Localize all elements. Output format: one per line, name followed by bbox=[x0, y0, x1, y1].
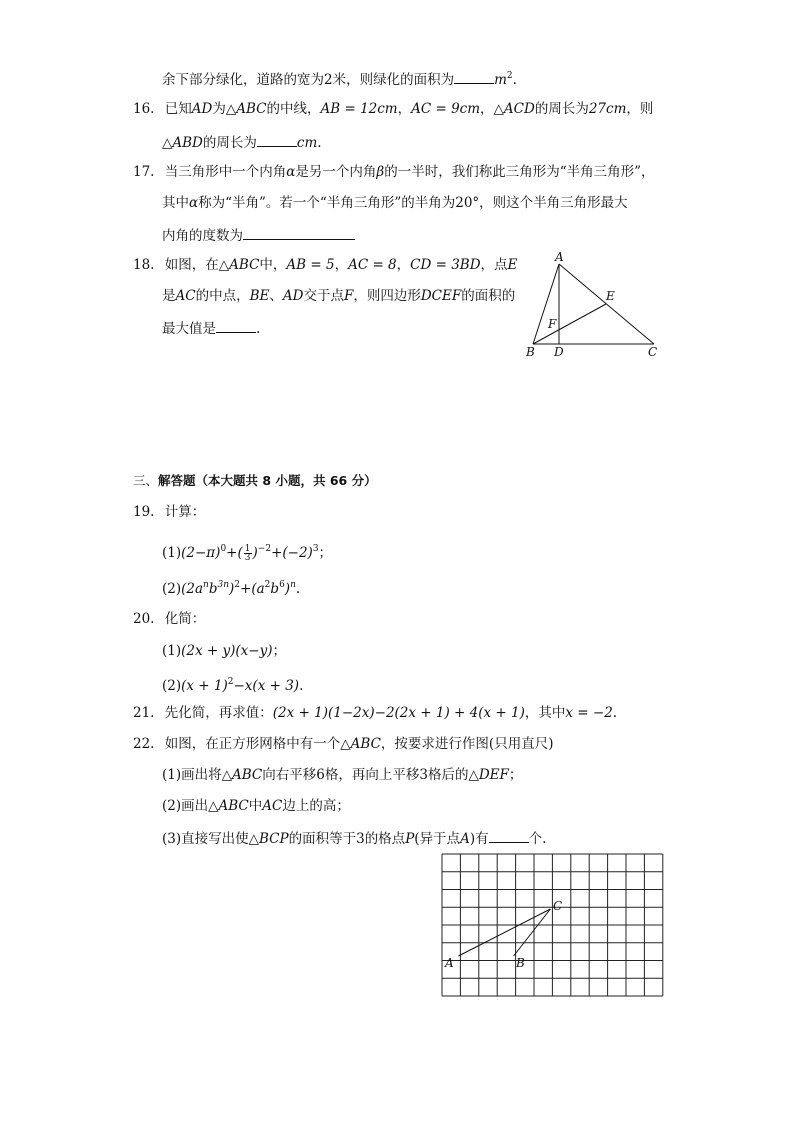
q18-ad: AD bbox=[282, 288, 304, 304]
q18-side-ac bbox=[559, 264, 654, 344]
q18-label-f: F bbox=[548, 317, 557, 331]
q19-fraction bbox=[244, 545, 252, 562]
q15-end: . bbox=[512, 72, 517, 88]
q22-s1-a: (1)画出将 bbox=[162, 767, 222, 783]
q21-text: 先化简，再求值： bbox=[164, 705, 273, 721]
q18-text-3: 最大值是 bbox=[162, 321, 216, 337]
q17-text-2b: 称为“半角”。若一个“半角三角形”的半角为 bbox=[198, 195, 456, 211]
q19-p2-a-close: ) bbox=[229, 581, 235, 597]
q18-line-1 bbox=[133, 256, 517, 274]
q18-cd: CD = 3BD bbox=[410, 257, 481, 273]
q19-line-title bbox=[133, 503, 205, 521]
q19-p1-b-close: ) bbox=[252, 545, 258, 561]
q19-p2-b-b: b bbox=[270, 581, 280, 597]
q19-p1-plus2: +(−2) bbox=[271, 545, 313, 561]
q18-label-b: B bbox=[526, 345, 535, 359]
q15-unit-exp: 2 bbox=[506, 71, 513, 81]
q19-p2-b-exp3: n bbox=[290, 580, 296, 590]
q22-s3-pa: A bbox=[460, 831, 470, 847]
q17-text-1b: 是另一个内角 bbox=[295, 164, 377, 180]
q22-grid-figure bbox=[440, 852, 666, 998]
q21-mid: ，其中 bbox=[524, 705, 566, 721]
q17-text-1a: 当三角形中一个内角 bbox=[164, 164, 287, 180]
q22-side-ac bbox=[458, 909, 550, 956]
q20-p2-a: (x + 1) bbox=[181, 678, 228, 694]
q22-answer-blank[interactable] bbox=[489, 828, 529, 843]
q20-title: 化简： bbox=[164, 611, 206, 627]
q19-p2-end: . bbox=[295, 581, 301, 597]
q18-label-c: C bbox=[648, 345, 658, 359]
q17-text-2a: 其中 bbox=[162, 195, 189, 211]
section-3-score: 66 bbox=[329, 473, 348, 488]
q16-ab: AB = 12cm bbox=[320, 101, 398, 117]
q15-continuation bbox=[162, 67, 517, 89]
q16-line-1 bbox=[133, 100, 653, 118]
q22-sub-2 bbox=[162, 797, 350, 815]
q16-end: . bbox=[317, 135, 322, 151]
q22-s3-d: (异于点 bbox=[414, 831, 461, 847]
q19-p1-c-exp: 3 bbox=[312, 544, 319, 554]
q18-text-2d: 交于点 bbox=[303, 288, 344, 304]
q22-s1-end: ； bbox=[508, 767, 523, 783]
q18-point-f: F bbox=[343, 288, 354, 304]
q16-text-4: 的周长为 bbox=[534, 101, 589, 117]
q22-s2-a: (2)画出 bbox=[162, 798, 209, 814]
q19-part-1 bbox=[162, 540, 332, 562]
q19-p1-b-exp: −2 bbox=[257, 544, 272, 554]
q22-s2-tri: △ABC bbox=[208, 798, 249, 814]
q18-point-e: E bbox=[507, 257, 518, 273]
q21-condition: x = −2 bbox=[565, 705, 613, 721]
q19-frac-num: 1 bbox=[244, 544, 251, 554]
q19-number: 19. bbox=[133, 504, 155, 520]
q16-tri-abc: △ABC bbox=[225, 101, 267, 117]
q22-number: 22. bbox=[133, 736, 155, 752]
q22-s3-a: (3)直接写出使 bbox=[162, 831, 249, 847]
q22-sub-3 bbox=[162, 828, 546, 848]
q21-number: 21. bbox=[133, 705, 155, 721]
q18-text-1a: 如图，在 bbox=[164, 257, 219, 273]
q22-s1-n1: 6 bbox=[316, 767, 325, 783]
section-3-mid: 小题，共 bbox=[275, 473, 326, 488]
q19-p2-b-close: ) bbox=[284, 581, 291, 597]
q22-s1-b: 向右平移 bbox=[262, 767, 317, 783]
q16-text-6: 的周长为 bbox=[202, 135, 257, 151]
q17-degree: 20° bbox=[455, 195, 480, 211]
q22-s2-ac: AC bbox=[262, 798, 283, 814]
q21-end: . bbox=[612, 705, 618, 721]
q17-beta: β bbox=[376, 164, 385, 180]
q20-p2-end: . bbox=[299, 678, 304, 694]
q16-answer-blank[interactable] bbox=[257, 132, 297, 147]
q19-p2-a-exp3: 2 bbox=[234, 580, 241, 590]
section-3-title: 解答题（本大题共 bbox=[158, 473, 259, 488]
q18-text-2b: 的中点， bbox=[195, 288, 250, 304]
q18-sep-2: ， bbox=[396, 257, 411, 273]
q22-label-b: B bbox=[516, 956, 525, 970]
q16-line-2 bbox=[162, 132, 322, 152]
q17-line-1 bbox=[133, 163, 655, 181]
q19-p1-label: (1) bbox=[162, 545, 182, 561]
q19-p2-label: (2) bbox=[162, 581, 182, 597]
q22-tri-abc: △ABC bbox=[340, 736, 381, 752]
q19-p2-a-exp1: n bbox=[203, 580, 209, 590]
q17-line-2 bbox=[162, 194, 628, 212]
q18-end: . bbox=[256, 321, 261, 337]
q20-p2-b: −x(x + 3) bbox=[233, 678, 300, 694]
q19-p2-a-b: b bbox=[208, 581, 218, 597]
section-3-heading bbox=[133, 472, 377, 490]
q22-s3-c: 的格点 bbox=[364, 831, 406, 847]
q22-s1-tri: △ABC bbox=[221, 767, 263, 783]
q16-ac: AC = 9cm bbox=[411, 101, 481, 117]
q16-ad: AD bbox=[191, 101, 213, 117]
q17-number: 17. bbox=[133, 164, 155, 180]
q18-text-1b: 中， bbox=[259, 257, 287, 273]
q22-s1-c: 格，再向上平移 bbox=[324, 767, 420, 783]
q18-text-2a: 是 bbox=[162, 288, 176, 304]
q18-text-1c: ，点 bbox=[480, 257, 508, 273]
q15-unit: m bbox=[494, 72, 507, 88]
q19-p2-b-exp2: 6 bbox=[279, 580, 285, 590]
q19-p1-plus1: +( bbox=[226, 545, 243, 561]
q16-tri-acd: △ACD bbox=[493, 101, 535, 117]
q22-label-c: C bbox=[553, 899, 563, 913]
q18-tri-abc: △ABC bbox=[218, 257, 260, 273]
q22-s3-tri: △BCP bbox=[248, 831, 289, 847]
q17-answer-blank[interactable] bbox=[243, 225, 355, 240]
q18-answer-blank[interactable] bbox=[216, 318, 256, 333]
q19-p2-a: (2a bbox=[181, 581, 204, 597]
q19-p2-a-exp2: 3n bbox=[217, 580, 230, 590]
q17-text-1c: 的一半时，我们称此三角形为“半角三角形”， bbox=[384, 164, 655, 180]
q18-text-2c: 、 bbox=[269, 288, 283, 304]
q15-answer-blank[interactable] bbox=[454, 69, 494, 84]
q20-p1-expr: (2x + y)(x−y) bbox=[181, 643, 273, 659]
q18-sep-1: ， bbox=[334, 257, 349, 273]
q20-p1-end: ； bbox=[272, 643, 286, 659]
q18-label-d: D bbox=[554, 345, 564, 359]
q22-text-1b: ，按要求进行作图(只用直尺) bbox=[380, 736, 554, 752]
q22-s2-c: 边上的高； bbox=[282, 798, 350, 814]
q18-label-a: A bbox=[555, 250, 564, 264]
q22-side-bc bbox=[514, 909, 551, 956]
q16-number: 16. bbox=[133, 101, 155, 117]
q22-line-1 bbox=[133, 735, 553, 753]
q22-text-1a: 如图，在正方形网格中有一个 bbox=[164, 736, 341, 752]
q17-text-3: 内角的度数为 bbox=[162, 228, 243, 244]
q16-text-1: 已知 bbox=[164, 101, 192, 117]
q18-ac: AC = 8 bbox=[348, 257, 397, 273]
q16-text-2: 为 bbox=[212, 101, 226, 117]
q22-s3-f: 个. bbox=[528, 831, 547, 847]
q19-p2-plus: +(a bbox=[240, 581, 265, 597]
q18-line-2 bbox=[162, 287, 515, 305]
q17-line-3 bbox=[162, 225, 355, 245]
q19-frac-den: 3 bbox=[244, 553, 251, 563]
q22-sub-1 bbox=[162, 766, 522, 784]
q20-part-2 bbox=[162, 673, 303, 695]
q20-p2-label: (2) bbox=[162, 678, 182, 694]
q18-triangle-figure bbox=[520, 250, 670, 365]
q18-text-2f: 的面积的 bbox=[461, 288, 516, 304]
q18-label-e: E bbox=[606, 289, 615, 303]
q21-line bbox=[133, 704, 617, 722]
q19-title: 计算： bbox=[164, 504, 206, 520]
q17-alpha-2: α bbox=[189, 195, 199, 211]
q18-ac-seg: AC bbox=[175, 288, 196, 304]
q19-p1-a: (2−π) bbox=[181, 545, 221, 561]
q18-text-2e: ，则四边形 bbox=[353, 288, 421, 304]
q20-number: 20. bbox=[133, 611, 155, 627]
q22-s1-n2: 3 bbox=[419, 767, 428, 783]
q22-s1-tri2: △DEF bbox=[468, 767, 509, 783]
q18-dcef: DCEF bbox=[420, 288, 462, 304]
q22-s3-e: )有 bbox=[469, 831, 489, 847]
q22-s2-b: 中 bbox=[248, 798, 263, 814]
q15-text: 余下部分绿化，道路的宽为2米，则绿化的面积为 bbox=[162, 72, 455, 88]
q20-part-1 bbox=[162, 642, 286, 660]
q18-ab: AB = 5 bbox=[286, 257, 335, 273]
q18-number: 18. bbox=[133, 257, 155, 273]
section-3-end: 分） bbox=[351, 473, 377, 488]
q21-expr: (2x + 1)(1−2x)−2(2x + 1) + 4(x + 1) bbox=[272, 705, 525, 721]
q22-grid-lines bbox=[442, 854, 663, 996]
q20-p2-exp: 2 bbox=[227, 677, 234, 687]
q22-s3-p: P bbox=[405, 831, 415, 847]
q16-text-3: 的中线， bbox=[266, 101, 321, 117]
q17-alpha: α bbox=[286, 164, 296, 180]
q18-be: BE bbox=[249, 288, 270, 304]
q16-perimeter: 27cm bbox=[588, 101, 627, 117]
q22-s1-d: 格后的 bbox=[427, 767, 469, 783]
q22-s3-b: 的面积等于 bbox=[288, 831, 357, 847]
q22-label-a: A bbox=[445, 956, 454, 970]
section-3-number: 三、 bbox=[133, 473, 159, 488]
section-3-count: 8 bbox=[262, 473, 272, 488]
q16-text-5: ，则 bbox=[626, 101, 654, 117]
q20-line-title bbox=[133, 610, 205, 628]
q16-sep-1: ， bbox=[397, 101, 412, 117]
q16-sep-2: ， bbox=[480, 101, 494, 117]
q19-p2-b-exp1: 2 bbox=[264, 580, 271, 590]
q18-line-3 bbox=[162, 318, 260, 338]
q19-p1-a-exp: 0 bbox=[220, 544, 227, 554]
q16-tri-abd: △ABD bbox=[162, 135, 203, 151]
q19-p1-end: ； bbox=[318, 545, 333, 561]
q17-text-2c: ，则这个半角三角形最大 bbox=[479, 195, 628, 211]
q22-s3-n: 3 bbox=[356, 831, 365, 847]
q19-part-2 bbox=[162, 576, 300, 598]
q20-p1-label: (1) bbox=[162, 643, 182, 659]
q16-unit: cm bbox=[296, 135, 318, 151]
